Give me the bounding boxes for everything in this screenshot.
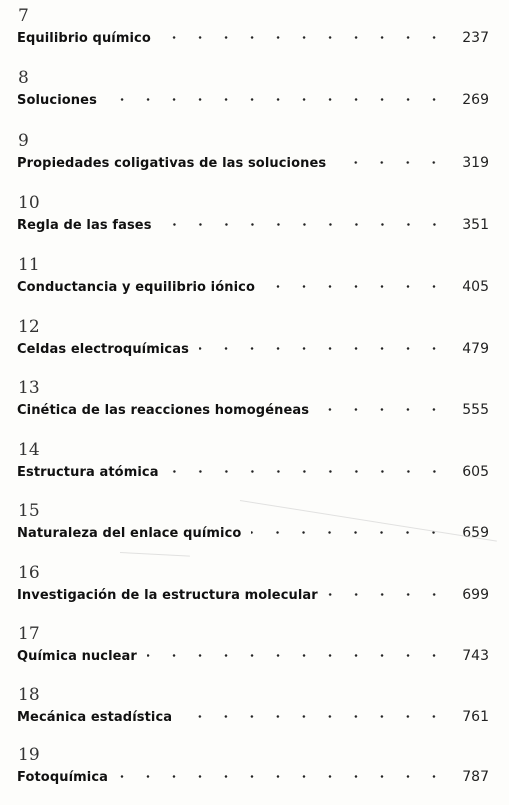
dot-leader — [251, 531, 447, 534]
dot-leader — [182, 715, 447, 718]
chapter-page-number: 743 — [462, 648, 489, 664]
toc-entry-chapter-12 — [0, 317, 509, 377]
chapter-page-number: 405 — [462, 279, 489, 295]
toc-entry-chapter-17 — [0, 624, 509, 684]
chapter-number: 10 — [18, 193, 40, 213]
chapter-page-number: 269 — [462, 92, 489, 108]
chapter-title: Fotoquímica — [17, 770, 109, 785]
dot-leader — [336, 161, 447, 164]
chapter-title: Naturaleza del enlace químico — [17, 526, 242, 541]
toc-entry-chapter-11 — [0, 255, 509, 315]
chapter-page-number: 479 — [462, 341, 489, 357]
toc-entry-chapter-14 — [0, 440, 509, 500]
dot-leader — [118, 775, 447, 778]
dot-leader — [161, 36, 447, 39]
chapter-number: 8 — [18, 68, 29, 88]
chapter-page-number: 605 — [462, 464, 489, 480]
chapter-page-number: 555 — [462, 402, 489, 418]
chapter-title: Equilibrio químico — [17, 31, 151, 46]
dot-leader — [199, 347, 447, 350]
dot-leader — [265, 285, 447, 288]
chapter-page-number: 659 — [462, 525, 489, 541]
toc-entry-chapter-7 — [0, 6, 509, 66]
chapter-number: 17 — [18, 624, 40, 644]
chapter-title: Química nuclear — [17, 649, 137, 664]
chapter-number: 18 — [18, 685, 40, 705]
dot-leader — [162, 223, 447, 226]
toc-entry-chapter-9 — [0, 131, 509, 191]
chapter-number: 14 — [18, 440, 40, 460]
chapter-page-number: 237 — [462, 30, 489, 46]
chapter-title: Investigación de la estructura molecular — [17, 588, 318, 603]
toc-entry-chapter-8 — [0, 68, 509, 128]
chapter-page-number: 761 — [462, 709, 489, 725]
chapter-number: 19 — [18, 745, 40, 765]
chapter-number: 13 — [18, 378, 40, 398]
chapter-title: Soluciones — [17, 93, 97, 108]
chapter-number: 16 — [18, 563, 40, 583]
toc-entry-chapter-19 — [0, 745, 509, 805]
chapter-title: Celdas electroquímicas — [17, 342, 189, 357]
chapter-title: Regla de las fases — [17, 218, 152, 233]
chapter-number: 11 — [18, 255, 40, 275]
chapter-number: 7 — [18, 6, 29, 26]
dot-leader — [328, 593, 447, 596]
toc-entry-chapter-10 — [0, 193, 509, 253]
chapter-title: Propiedades coligativas de las soluciones — [17, 156, 327, 171]
toc-entry-chapter-18 — [0, 685, 509, 745]
chapter-number: 15 — [18, 501, 40, 521]
chapter-number: 12 — [18, 317, 40, 337]
chapter-number: 9 — [18, 131, 29, 151]
chapter-title: Estructura atómica — [17, 465, 159, 480]
chapter-page-number: 351 — [462, 217, 489, 233]
chapter-page-number: 787 — [462, 769, 489, 785]
dot-leader — [319, 408, 447, 411]
chapter-title: Conductancia y equilibrio iónico — [17, 280, 256, 295]
toc-entry-chapter-16 — [0, 563, 509, 623]
dot-leader — [169, 470, 447, 473]
dot-leader — [107, 98, 447, 101]
toc-entry-chapter-13 — [0, 378, 509, 438]
chapter-title: Mecánica estadística — [17, 710, 173, 725]
chapter-page-number: 699 — [462, 587, 489, 603]
dot-leader — [147, 654, 447, 657]
chapter-page-number: 319 — [462, 155, 489, 171]
chapter-title: Cinética de las reacciones homogéneas — [17, 403, 310, 418]
